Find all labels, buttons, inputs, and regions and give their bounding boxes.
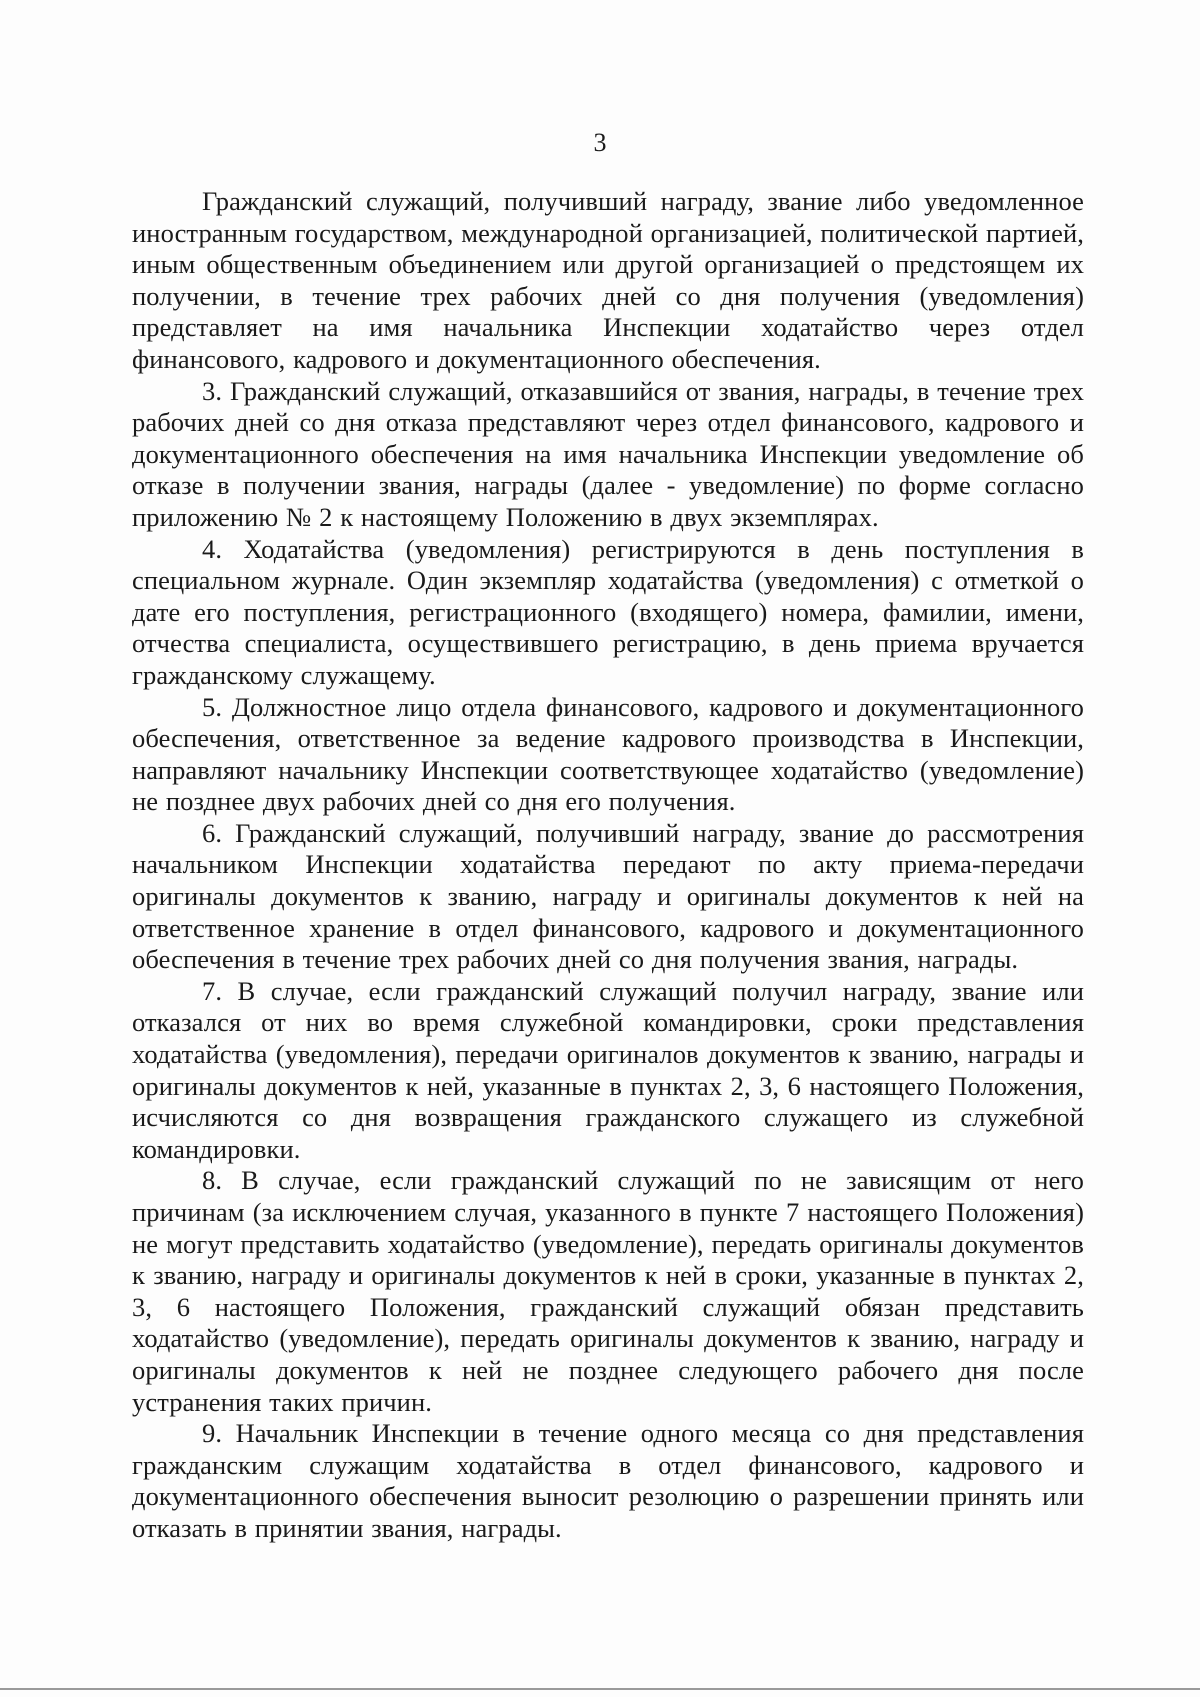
paragraph-5: 5. Должностное лицо отдела финансового, кадрового и документационного обеспечения, ответственное за ведение кадрового производства в Инспекции, направляют начальнику Инспекции соответствующее ходатайство (уведомление) не позднее двух рабочих дней со дня его получения. [132,691,1084,817]
paragraph-8: 8. В случае, если гражданский служащий по не зависящим от него причинам (за исключением случая, указанного в пункте 7 настоящего Положения) не могут представить ходатайство (уведомление), передать оригиналы документов к званию, награду и оригиналы документов к ней в сроки, указанные в пунктах 2, 3, 6 настоящего Положения, гражданский служащий обязан представить ходатайство (уведомление), передать оригиналы документов к званию, награду и оригиналы документов к ней не позднее следующего рабочего дня после устранения таких причин. [132,1165,1084,1417]
document-body [132,186,1084,1545]
paragraph-3: 3. Гражданский служащий, отказавшийся от звания, награды, в течение трех рабочих дней со дня отказа представляют через отдел финансового, кадрового и документационного обеспечения на имя начальника Инспекции уведомление об отказе в получении звания, награды (далее - уведомление) по форме согласно приложению № 2 к настоящему Положению в двух экземплярах. [132,375,1084,532]
paragraph-intro: Гражданский служащий, получивший награду, звание либо уведомленное иностранным государством, международной организацией, политической партией, иным общественным объединением или другой организацией о предстоящем их получении, в течение трех рабочих дней со дня получения (уведомления) представляет на имя начальника Инспекции ходатайство через отдел финансового, кадрового и документационного обеспечения. [132,186,1084,374]
paragraph-7: 7. В случае, если гражданский служащий получил награду, звание или отказался от них во время служебной командировки, сроки представления ходатайства (уведомления), передачи оригиналов документов к званию, награды и оригиналы документов к ней, указанные в пунктах 2, 3, 6 настоящего Положения, исчисляются со дня возвращения гражданского служащего из служебной командировки. [132,975,1084,1164]
paragraph-6: 6. Гражданский служащий, получивший награду, звание до рассмотрения начальником Инспекции ходатайства передают по акту приема-передачи оригиналы документов к званию, награду и оригиналы документов к ней на ответственное хранение в отдел финансового, кадрового и документационного обеспечения в течение трех рабочих дней со дня получения звания, награды. [132,817,1084,975]
paragraph-4: 4. Ходатайства (уведомления) регистрируются в день поступления в специальном журнале. Один экземпляр ходатайства (уведомления) с отметкой о дате его поступления, регистрационного (входящего) номера, фамилии, имени, отчества специалиста, осуществившего регистрацию, в день приема вручается гражданскому служащему. [132,533,1084,690]
scan-edge-line [0,1688,1200,1690]
paragraph-9: 9. Начальник Инспекции в течение одного месяца со дня представления гражданским служащим ходатайства в отдел финансового, кадрового и документационного обеспечения выносит резолюцию о разрешении принять или отказать в принятии звания, награды. [132,1418,1084,1543]
page-number: 3 [593,128,607,157]
